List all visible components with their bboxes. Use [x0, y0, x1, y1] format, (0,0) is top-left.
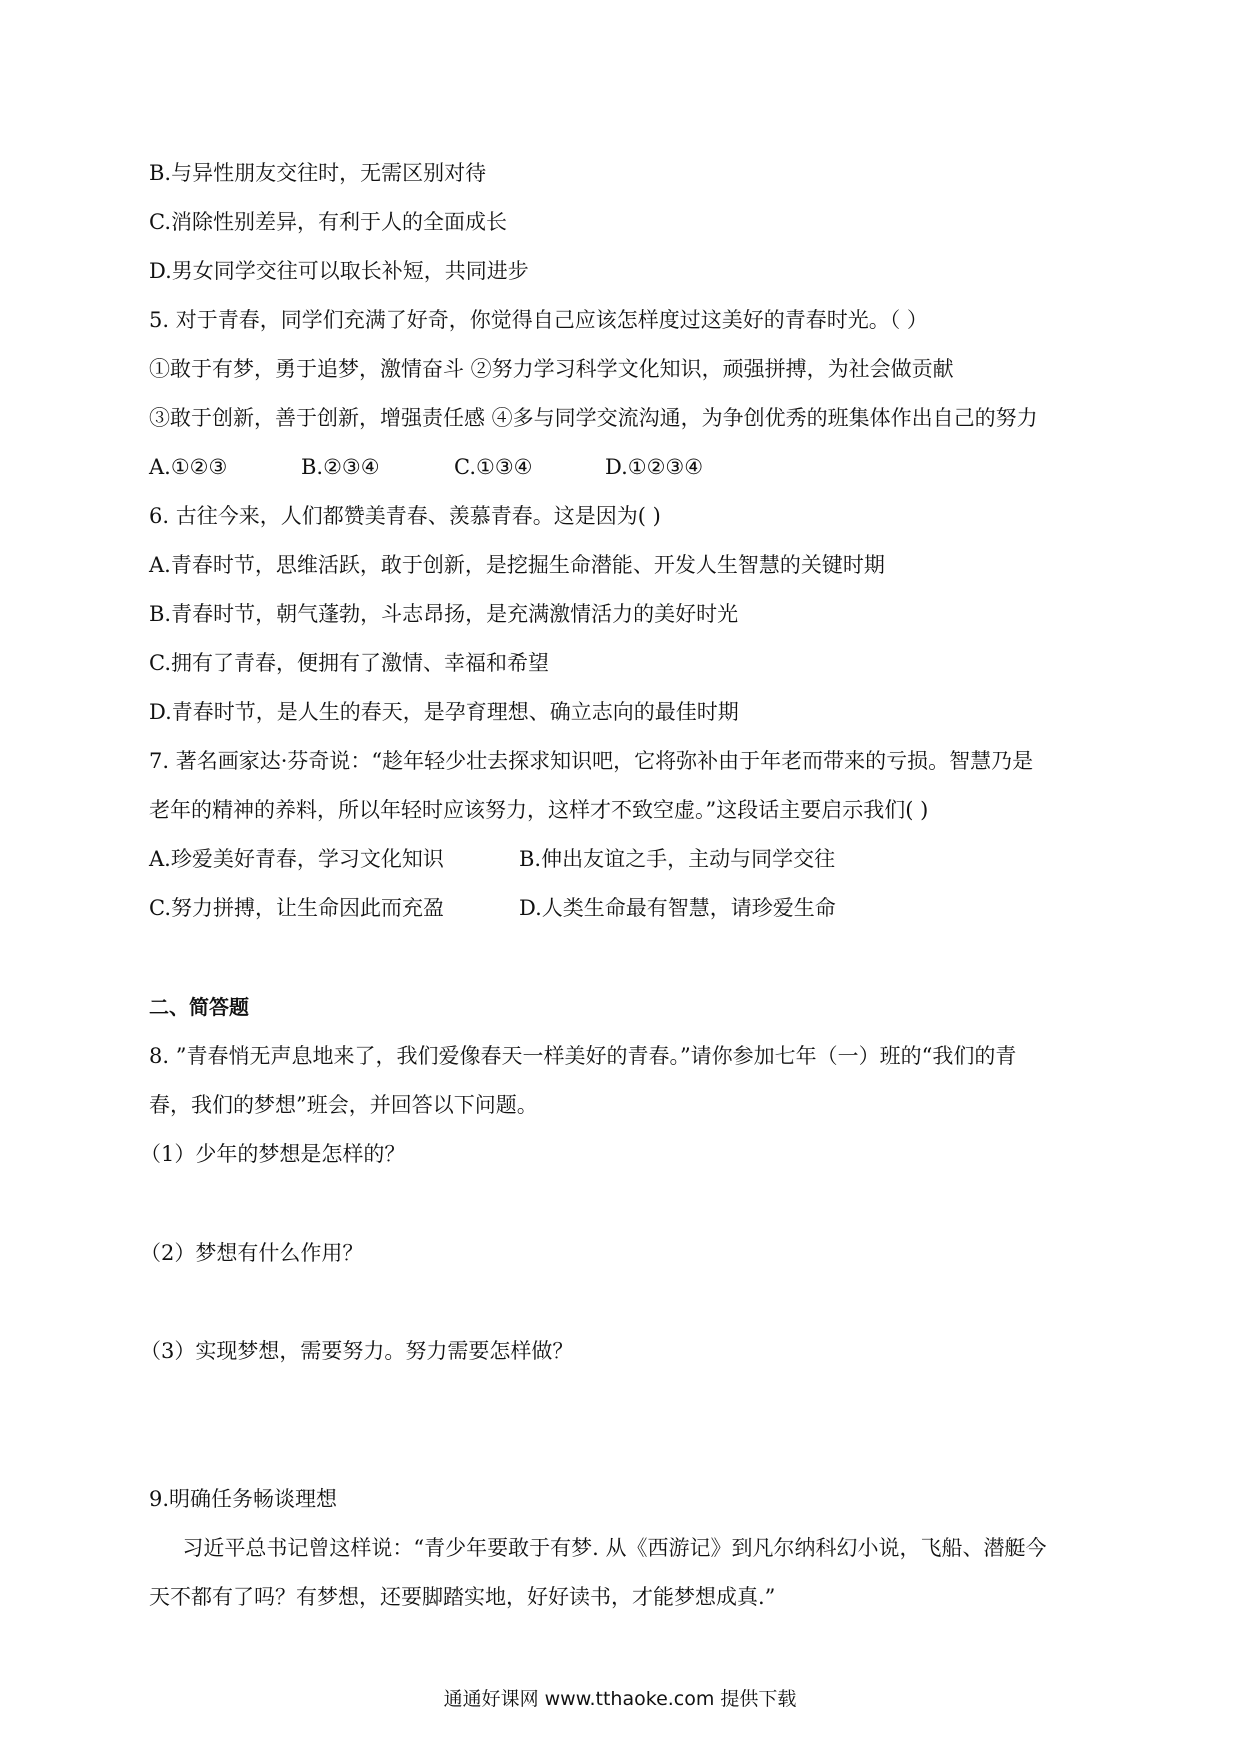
q8-subquestion-1: （1）少年的梦想是怎样的？	[140, 1142, 406, 1166]
q6-stem: 6. 古往今来，人们都赞美青春、羡慕青春。这是因为( )	[149, 504, 661, 528]
q5-stem: 5. 对于青春，同学们充满了好奇，你觉得自己应该怎样度过这美好的青春时光。（ ）	[149, 308, 928, 332]
q4-option-c: C.消除性别差异，有利于人的全面成长	[149, 210, 507, 234]
q7-stem-line1: 7. 著名画家达·芬奇说：“趁年轻少壮去探求知识吧，它将弥补由于年老而带来的亏损。智慧乃是	[149, 749, 1034, 773]
q6-option-b: B.青春时节，朝气蓬勃，斗志昂扬，是充满激情活力的美好时光	[149, 602, 739, 626]
q6-option-d: D.青春时节，是人生的春天，是孕育理想、确立志向的最佳时期	[149, 700, 739, 724]
q7-option-b: B.伸出友谊之手，主动与同学交往	[519, 847, 836, 871]
q7-option-c: C.努力拼搏，让生命因此而充盈	[149, 896, 444, 920]
q5-statements-line1: ①敢于有梦，勇于追梦，激情奋斗 ②努力学习科学文化知识，顽强拼搏，为社会做贡献	[149, 357, 954, 381]
q7-option-d: D.人类生命最有智慧，请珍爱生命	[519, 896, 836, 920]
q9-paragraph-line2: 天不都有了吗？有梦想，还要脚踏实地，好好读书，才能梦想成真.”	[149, 1585, 776, 1609]
section-heading: 二、简答题	[149, 995, 249, 1019]
q6-option-c: C.拥有了青春，便拥有了激情、幸福和希望	[149, 651, 549, 675]
footer-watermark: 通通好课网 www.tthaoke.com 提供下载	[443, 1688, 797, 1710]
q8-stem-line1: 8. ”青春悄无声息地来了，我们爱像春天一样美好的青春。”请你参加七年（一）班的“我们的青	[149, 1044, 1017, 1068]
q8-stem-line2: 春，我们的梦想”班会，并回答以下问题。	[149, 1093, 538, 1117]
q4-option-d: D.男女同学交往可以取长补短，共同进步	[149, 259, 529, 283]
q7-stem-line2: 老年的精神的养料，所以年轻时应该努力，这样才不致空虚。”这段话主要启示我们( )	[149, 798, 929, 822]
q9-title: 9.明确任务畅谈理想	[149, 1487, 338, 1511]
q4-option-b: B.与异性朋友交往时，无需区别对待	[149, 161, 487, 185]
q5-statements-line2: ③敢于创新，善于创新，增强责任感 ④多与同学交流沟通，为争创优秀的班集体作出自己的努力	[149, 406, 1038, 430]
q6-option-a: A.青春时节，思维活跃，敢于创新，是挖掘生命潜能、开发人生智慧的关键时期	[149, 553, 885, 577]
q5-option-d: D.①②③④	[605, 455, 704, 479]
q5-option-a: A.①②③	[149, 455, 228, 479]
q5-option-b: B.②③④	[301, 455, 380, 479]
q7-option-a: A.珍爱美好青春，学习文化知识	[149, 847, 444, 871]
q9-paragraph-line1: 习近平总书记曾这样说：“青少年要敢于有梦. 从《西游记》到凡尔纳科幻小说，飞船、潜艇今	[149, 1536, 1047, 1560]
q8-subquestion-3: （3）实现梦想，需要努力。努力需要怎样做？	[140, 1339, 574, 1363]
q8-subquestion-2: （2）梦想有什么作用？	[140, 1241, 364, 1265]
q5-option-c: C.①③④	[454, 455, 533, 479]
